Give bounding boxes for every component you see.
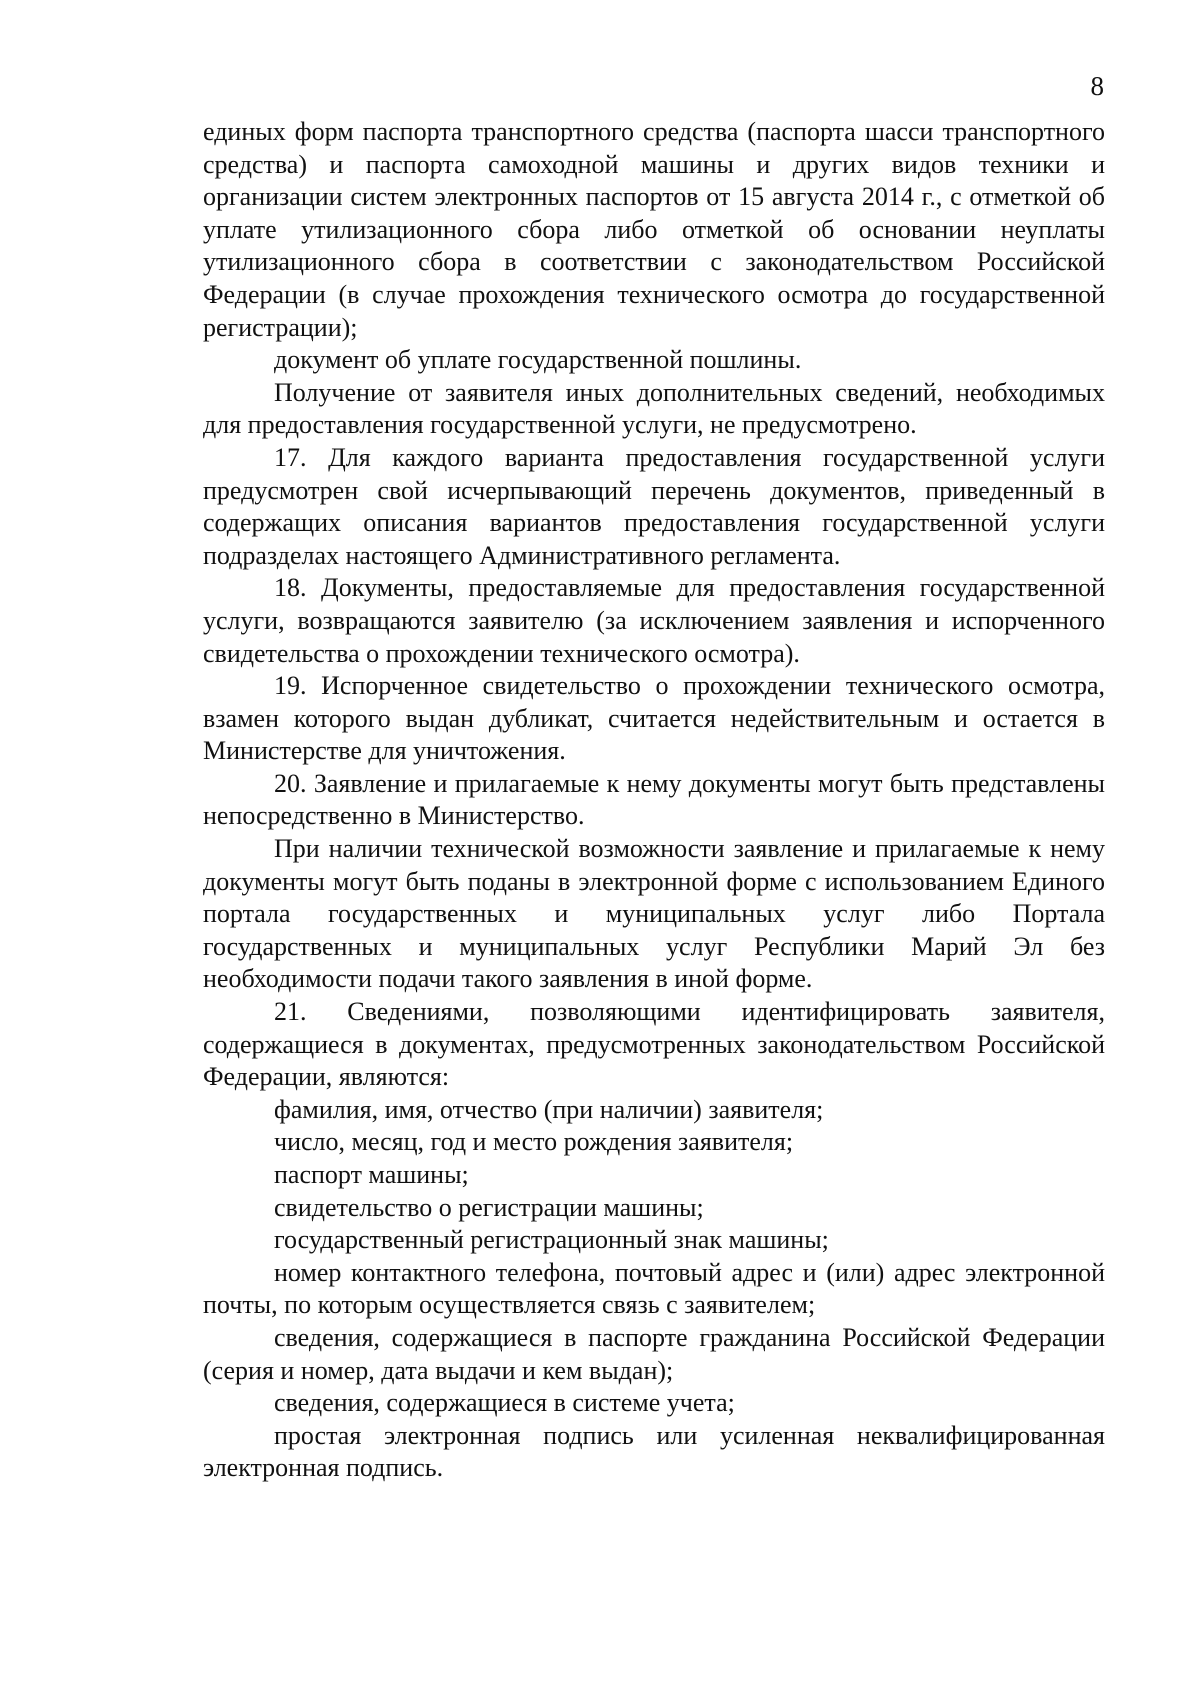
paragraph-21: 21. Сведениями, позволяющими идентифицировать заявителя, содержащиеся в документах, предусмотренных законодательством Российской Федерации, являются: xyxy=(203,997,1105,1092)
list-item: сведения, содержащиеся в системе учета; xyxy=(274,1388,735,1418)
paragraph-17: 17. Для каждого варианта предоставления государственной услуги предусмотрен свой исчерпывающий перечень документов, приведенный в содержащих описания вариантов предоставления государственной услуги подразделах настоящего Административного регламента. xyxy=(203,442,1105,570)
list-item: номер контактного телефона, почтовый адрес и (или) адрес электронной почты, по которым осуществляется связь с заявителем; xyxy=(203,1257,1105,1320)
list-item: сведения, содержащиеся в паспорте гражданина Российской Федерации (серия и номер, дата выдачи и кем выдан); xyxy=(203,1322,1105,1385)
page-number: 8 xyxy=(1090,71,1104,101)
list-item: число, месяц, год и место рождения заявителя; xyxy=(274,1127,794,1157)
document-body xyxy=(203,116,1105,1485)
list-item: государственный регистрационный знак машины; xyxy=(274,1225,829,1255)
paragraph: документ об уплате государственной пошлины. xyxy=(274,345,802,375)
paragraph-19: 19. Испорченное свидетельство о прохождении технического осмотра, взамен которого выдан дубликат, считается недействительным и остается в Министерстве для уничтожения. xyxy=(203,671,1105,766)
paragraph: При наличии технической возможности заявление и прилагаемые к нему документы могут быть поданы в электронной форме с использованием Единого портала государственных и муниципальных услуг либо Портала государственных и муниципальных услуг Республики Марий Эл без необходимости подачи такого заявления в иной форме. xyxy=(203,834,1105,994)
paragraph-continuation: единых форм паспорта транспортного средства (паспорта шасси транспортного средства) и паспорта самоходной машины и других видов техники и организации систем электронных паспортов от 15 августа 2014 г., с отметкой об уплате утилизационного сбора либо отметкой об основании неуплаты утилизационного сбора в соответствии с законодательством Российской Федерации (в случае прохождения технического осмотра до государственной регистрации); xyxy=(203,117,1105,342)
paragraph-20: 20. Заявление и прилагаемые к нему документы могут быть представлены непосредственно в Министерство. xyxy=(203,768,1105,831)
list-item: свидетельство о регистрации машины; xyxy=(274,1192,704,1222)
paragraph-18: 18. Документы, предоставляемые для предоставления государственной услуги, возвращаются заявителю (за исключением заявления и испорченного свидетельства о прохождении технического осмотра). xyxy=(203,573,1105,668)
list-item: простая электронная подпись или усиленная неквалифицированная электронная подпись. xyxy=(203,1420,1105,1483)
list-item: паспорт машины; xyxy=(274,1160,469,1189)
paragraph: Получение от заявителя иных дополнительных сведений, необходимых для предоставления государственной услуги, не предусмотрено. xyxy=(203,377,1105,440)
list-item: фамилия, имя, отчество (при наличии) заявителя; xyxy=(274,1094,824,1124)
